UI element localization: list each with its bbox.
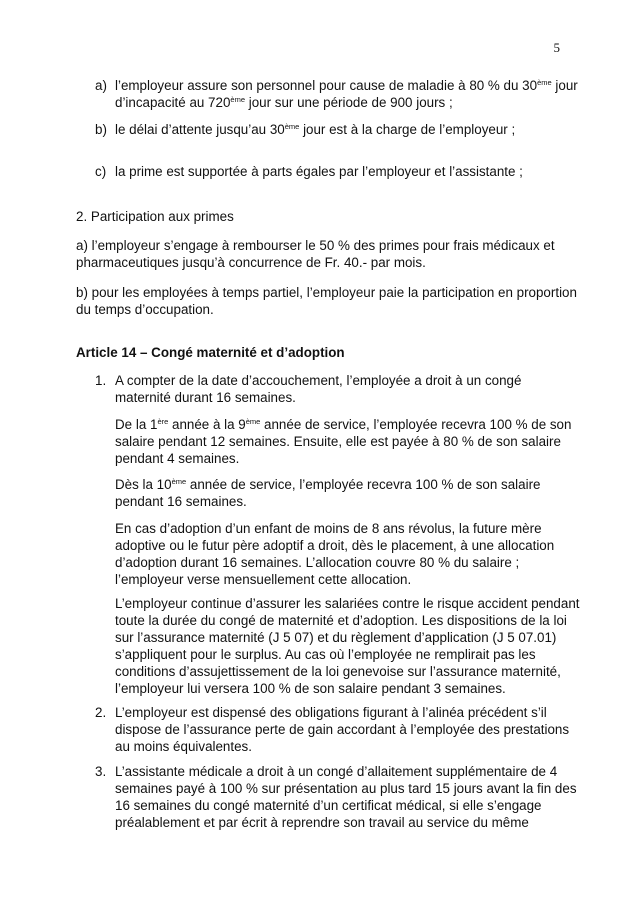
list-label-c: c) <box>95 164 107 179</box>
para-b-line-1: b) pour les employées à temps partiel, l’employeur paie la participation en proportion <box>76 285 577 300</box>
list-label-1: 1. <box>95 373 107 388</box>
item1-p2-line-2: salaire pendant 12 semaines. Ensuite, elle est payée à 80 % de son salaire <box>115 434 561 449</box>
page-number: 5 <box>553 40 560 55</box>
item-b-line-1: le délai d’attente jusqu’au 30ème jour est à la charge de l’employeur ; <box>115 122 516 137</box>
item1-p3-line-2: pendant 16 semaines. <box>115 494 247 509</box>
para-a-line-1: a) l’employeur s’engage à rembourser le 50 % des primes pour frais médicaux et <box>76 238 555 253</box>
item1-p5-line-4: s’appliquent pour le surplus. Au cas où l’employée ne remplirait pas les <box>115 647 536 662</box>
item1-p4-line-1: En cas d’adoption d’un enfant de moins de 8 ans révolus, la future mère <box>115 521 542 536</box>
item3-line-3: 16 semaines du congé maternité d’un certificat médical, si elle s’engage <box>115 798 542 813</box>
item3-line-4: préalablement et par écrit à reprendre son travail au service du même <box>115 815 529 830</box>
item-c-line-1: la prime est supportée à parts égales par l’employeur et l’assistante ; <box>115 164 523 179</box>
list-label-3: 3. <box>95 764 107 779</box>
item1-p4-line-3: d’adoption durant 16 semaines. L’allocation couvre 80 % du salaire ; <box>115 555 520 570</box>
item1-p1-line-2: maternité durant 16 semaines. <box>115 390 296 405</box>
list-label-2: 2. <box>95 705 107 720</box>
item1-p5-line-6: l’employeur lui versera 100 % de son salaire pendant 3 semaines. <box>115 681 506 696</box>
item1-p5-line-2: toute la durée du congé de maternité et d’adoption. Les dispositions de la loi <box>115 613 567 628</box>
item1-p1-line-1: A compter de la date d’accouchement, l’employée a droit à un congé <box>115 373 522 388</box>
para-b-line-2: du temps d’occupation. <box>76 302 214 317</box>
item1-p2-line-3: pendant 4 semaines. <box>115 451 240 466</box>
item1-p3-line-1: Dès la 10ème année de service, l’employée recevra 100 % de son salaire <box>115 477 541 492</box>
item1-p5-line-5: conditions d’assujettissement de la loi genevoise sur l’assurance maternité, <box>115 664 561 679</box>
item1-p4-line-4: l’employeur verse mensuellement cette allocation. <box>115 572 412 587</box>
item-a-line-2: d’incapacité au 720ème jour sur une période de 900 jours ; <box>115 95 453 110</box>
para-a-line-2: pharmaceutiques jusqu’à concurrence de Fr. 40.- par mois. <box>76 255 426 270</box>
item2-line-3: au moins équivalentes. <box>115 739 252 754</box>
article-title: Article 14 – Congé maternité et d’adoption <box>76 345 345 360</box>
item2-line-1: L’employeur est dispensé des obligations figurant à l’alinéa précédent s’il <box>115 705 547 720</box>
item2-line-2: dispose de l’assurance perte de gain accordant à l’employée des prestations <box>115 722 570 737</box>
item1-p4-line-2: adoptive ou le futur père adoptif a droit, dès le placement, à une allocation <box>115 538 555 553</box>
item-a-line-1: l’employeur assure son personnel pour cause de maladie à 80 % du 30ème jour <box>115 78 578 93</box>
list-label-a: a) <box>95 78 107 93</box>
section-heading: 2. Participation aux primes <box>76 209 234 224</box>
item3-line-2: semaines payé à 100 % sur présentation au plus tard 15 jours avant la fin des <box>115 781 577 796</box>
item1-p5-line-3: sur l’assurance maternité (J 5 07) et du règlement d’application (J 5 07.01) <box>115 630 557 645</box>
item3-line-1: L’assistante médicale a droit à un congé d’allaitement supplémentaire de 4 <box>115 764 558 779</box>
item1-p5-line-1: L’employeur continue d’assurer les salariées contre le risque accident pendant <box>115 596 580 611</box>
list-label-b: b) <box>95 122 107 137</box>
item1-p2-line-1: De la 1ère année à la 9ème année de service, l’employée recevra 100 % de son <box>115 417 572 432</box>
